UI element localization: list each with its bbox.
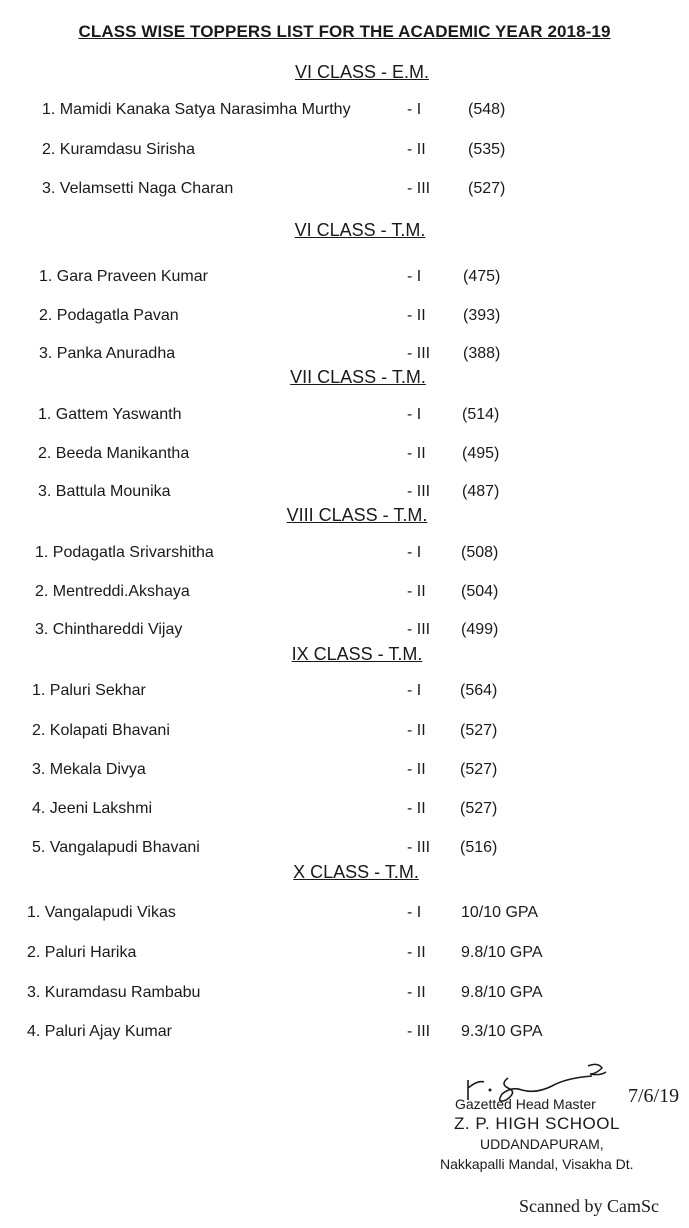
student-rank: - I bbox=[407, 682, 422, 699]
section-heading: VII CLASS - T.M. bbox=[290, 367, 426, 387]
student-score: (564) bbox=[460, 682, 498, 699]
topper-row bbox=[0, 1023, 689, 1043]
student-score: 9.8/10 GPA bbox=[461, 944, 543, 961]
section-heading: X CLASS - T.M. bbox=[293, 862, 419, 882]
student-rank: - III bbox=[407, 839, 431, 856]
topper-row bbox=[0, 544, 689, 564]
student-name: 3. Chinthareddi Vijay bbox=[35, 621, 183, 638]
designation: Gazetted Head Master bbox=[455, 1096, 596, 1112]
topper-row bbox=[0, 583, 689, 603]
topper-row bbox=[0, 406, 689, 426]
signature-date: 7/6/19 bbox=[628, 1085, 680, 1107]
student-score: (516) bbox=[460, 839, 498, 856]
section-heading: VI CLASS - T.M. bbox=[294, 220, 426, 240]
student-rank: - II bbox=[407, 141, 426, 158]
school-name: Z. P. HIGH SCHOOL bbox=[454, 1114, 620, 1133]
student-rank: - I bbox=[407, 544, 422, 561]
topper-row bbox=[0, 268, 689, 288]
student-score: (527) bbox=[468, 180, 506, 197]
student-name: 1. Gattem Yaswanth bbox=[38, 406, 182, 423]
student-rank: - I bbox=[407, 101, 422, 118]
student-rank: - III bbox=[407, 1023, 431, 1040]
section-heading: VIII CLASS - T.M. bbox=[286, 505, 428, 525]
student-name: 4. Jeeni Lakshmi bbox=[32, 800, 153, 817]
student-name: 2. Mentreddi.Akshaya bbox=[35, 583, 190, 600]
student-score: (548) bbox=[468, 101, 506, 118]
student-score: (475) bbox=[463, 268, 501, 285]
student-score: 9.3/10 GPA bbox=[461, 1023, 543, 1040]
student-name: 3. Mekala Divya bbox=[32, 761, 146, 778]
student-rank: - II bbox=[407, 984, 426, 1001]
student-name: 3. Battula Mounika bbox=[38, 483, 171, 500]
topper-row bbox=[0, 722, 689, 742]
student-rank: - II bbox=[407, 722, 426, 739]
student-score: (388) bbox=[463, 345, 501, 362]
student-name: 2. Kolapati Bhavani bbox=[32, 722, 170, 739]
topper-row bbox=[0, 984, 689, 1004]
school-district: Nakkapalli Mandal, Visakha Dt. bbox=[440, 1156, 634, 1172]
student-name: 2. Beeda Manikantha bbox=[38, 445, 190, 462]
student-score: (393) bbox=[463, 307, 501, 324]
student-name: 2. Podagatla Pavan bbox=[39, 307, 179, 324]
student-score: (527) bbox=[460, 800, 498, 817]
student-name: 4. Paluri Ajay Kumar bbox=[27, 1023, 172, 1040]
topper-row bbox=[0, 141, 689, 161]
student-name: 3. Kuramdasu Rambabu bbox=[27, 984, 201, 1001]
topper-row bbox=[0, 682, 689, 702]
student-score: (508) bbox=[461, 544, 499, 561]
student-rank: - III bbox=[407, 621, 431, 638]
topper-row bbox=[0, 761, 689, 781]
topper-row bbox=[0, 101, 689, 121]
student-rank: - III bbox=[407, 345, 431, 362]
student-score: (487) bbox=[462, 483, 500, 500]
topper-row bbox=[0, 307, 689, 327]
student-rank: - I bbox=[407, 406, 422, 423]
student-name: 1. Vangalapudi Vikas bbox=[27, 904, 176, 921]
student-name: 2. Paluri Harika bbox=[27, 944, 137, 961]
school-village: UDDANDAPURAM, bbox=[480, 1136, 604, 1152]
topper-row bbox=[0, 483, 689, 503]
student-rank: - II bbox=[407, 800, 426, 817]
student-rank: - I bbox=[407, 268, 422, 285]
student-name: 1. Gara Praveen Kumar bbox=[39, 268, 208, 285]
scanner-watermark: Scanned by CamSc bbox=[519, 1196, 659, 1216]
document-title: CLASS WISE TOPPERS LIST FOR THE ACADEMIC YEAR 2018-19 bbox=[78, 22, 611, 41]
student-name: 3. Panka Anuradha bbox=[39, 345, 176, 362]
student-name: 1. Paluri Sekhar bbox=[32, 682, 146, 699]
student-rank: - I bbox=[407, 904, 422, 921]
section-heading: VI CLASS - E.M. bbox=[294, 62, 430, 82]
topper-row bbox=[0, 944, 689, 964]
student-rank: - II bbox=[407, 583, 426, 600]
topper-row bbox=[0, 180, 689, 200]
topper-row bbox=[0, 345, 689, 365]
student-score: (499) bbox=[461, 621, 499, 638]
student-score: (535) bbox=[468, 141, 506, 158]
student-rank: - III bbox=[407, 180, 431, 197]
topper-row bbox=[0, 621, 689, 641]
student-name: 1. Podagatla Srivarshitha bbox=[35, 544, 214, 561]
student-name: 1. Mamidi Kanaka Satya Narasimha Murthy bbox=[42, 101, 351, 118]
topper-row bbox=[0, 904, 689, 924]
student-score: (495) bbox=[462, 445, 500, 462]
student-name: 5. Vangalapudi Bhavani bbox=[32, 839, 200, 856]
student-name: 3. Velamsetti Naga Charan bbox=[42, 180, 234, 197]
student-score: (514) bbox=[462, 406, 500, 423]
student-score: 9.8/10 GPA bbox=[461, 984, 543, 1001]
topper-row bbox=[0, 800, 689, 820]
student-score: 10/10 GPA bbox=[461, 904, 539, 921]
student-rank: - II bbox=[407, 944, 426, 961]
section-heading: IX CLASS - T.M. bbox=[291, 644, 423, 664]
student-score: (527) bbox=[460, 722, 498, 739]
student-score: (527) bbox=[460, 761, 498, 778]
student-rank: - II bbox=[407, 761, 426, 778]
student-rank: - II bbox=[407, 307, 426, 324]
topper-row bbox=[0, 839, 689, 859]
topper-row bbox=[0, 445, 689, 465]
student-name: 2. Kuramdasu Sirisha bbox=[42, 141, 195, 158]
student-rank: - II bbox=[407, 445, 426, 462]
student-rank: - III bbox=[407, 483, 431, 500]
student-score: (504) bbox=[461, 583, 499, 600]
